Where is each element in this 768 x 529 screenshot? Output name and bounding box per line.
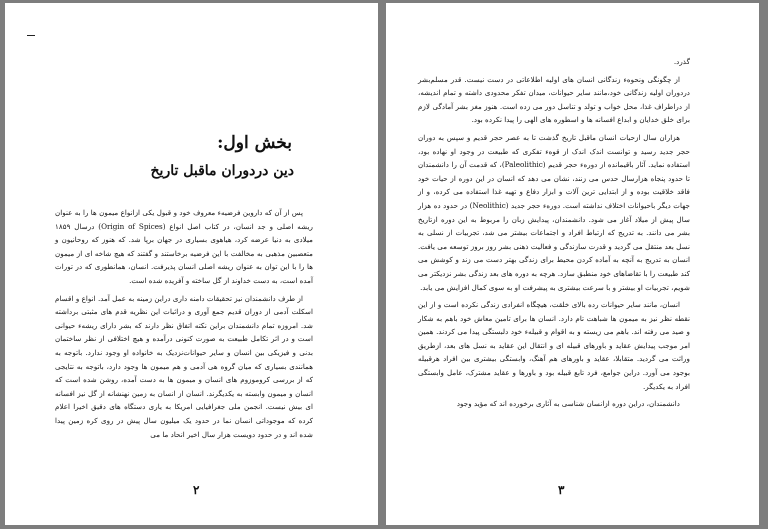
paragraph: دانشمندان، دراین دوره ازانسان شناسی به آثاری برخورده اند که مؤید وجود bbox=[456, 399, 680, 409]
paragraph: گذرد. bbox=[673, 57, 690, 66]
paragraph: هزاران سال ازحیات انسان ماقبل تاریخ گذشت تا به عصر حجر قدیم و سپس به دوران حجر جدید رسید و توانست اندک اندک از قوه‌ء تفکری که طبیعت در وجود او نهاده بود، استفاده نماید. آثار باقیمانده از دوره‌ء حجر قدیم (Paleolithic)، که قدمت آن را دانشمندان تا حدود پنجاه هزارسال حدس می زنند، نشان می دهد که انسان در این دوره از حیات خود فاقد خلاقیت بوده و از ابتدایی ترین آلات و ابزار دفاع و تهیه غذا استفاده می کرده، و از جهات دیگر باحیوانات اختلاف نداشته است. دوره‌ء حجر جدید (Neolithic) در حدود ده هزار سال پیش از میلاد آغاز می شود. دانشمندان، پیدایش زبان را مربوط به این دوره ازتاریخ بشر می دانند. به تدریج که ارتباط افراد و اجتماعات بیشتر می شد، تجربیات از نسلی به نسل بعد منتقل می گردید و قدرت سازندگی و فعالیت ذهنی بشر روز بروز توسعه می یافت. انسان به تدریج به آنچه به آماده کردن محیط برای زندگی بهتر دست می زند و کوشش می کند طبیعت را با تقاضاهای خود منطبق سازد. هرچه به دوره های بعد زندگی بشر نزدیکتر می شویم، تجربیات او بیشتر و با سرعت بیشتری به پیشرفت او به سوی کمال افزایش می یابد. bbox=[418, 132, 690, 292]
right-page bbox=[386, 3, 759, 525]
page-number: ۳ bbox=[558, 483, 565, 497]
paragraph: انسان، مانند سایر حیوانات رده بالای خلقت، هیچگاه انفرادی زندگی نکرده است و از این نقطه نظر نیز به میمون ها شباهت تام دارد. انسان ها برای تامین معاش خود باهم به شکار و صید می رفته اند. باهم می زیسته و به اقوام و قبیله‌ء خود دلبستگی پیدا می کردند. همین امر موجب پیدایش عقاید و باورهای قبیله ای و انتقال این عقاید به نسل های بعد، ازطریق وراثت می گردید. متقابلا، عقاید و باورهای هم آهنگ، وابستگی بیشتری بین افراد هرقبیله بوجود می آورد. دراین جوامع، فرد تابع قبیله بود و باورها و عقاید مشترک، عامل وابستگی افراد به یکدیگر. bbox=[418, 300, 690, 391]
left-page bbox=[5, 3, 378, 525]
corner-mark bbox=[27, 35, 35, 36]
page-number: ۲ bbox=[193, 483, 200, 497]
chapter-subtitle: دین دردوران ماقبل تاریخ bbox=[150, 163, 294, 179]
chapter-heading: بخش اول: bbox=[217, 133, 292, 153]
right-page-text bbox=[418, 55, 690, 415]
paragraph: از چگونگی ونحوه‌ء زندگانی انسان های اولیه اطلاعاتی در دست نیست. قدر مسلم‌بشر دردوران اولیه زندگانی خود،مانند سایر حیوانات، میدان تفکر محدودی داشته و تمام اندیشه، از دراطراف غذا، محل خواب و تولد و تناسل دور می زده است. هنوز مغز بشر آمادگی لازم برای خلق خدایان و ابداع افسانه ها و اسطوره های الهی را پیدا نکرده بود. bbox=[418, 74, 690, 125]
paragraph: پس از آن که داروین فرضیه‌ء معروف خود و قبول یکی ازانواع میمون ها را به عنوان ریشه اصلی و جد انسان، در کتاب اصل انواع (Origin of Spices) درسال ۱۸۵۹ میلادی به دنیا عرضه کرد، هیاهوی بسیاری در جهان برپا شد. که هنوز که روحانیون و متعصبین مذهبی به مخالفت با این فرضیه برخاستند و گفتند که هیچ شاخه ای از میمون ها را با این توان به عنوان ریشه اصلی انسان پذیرفت. انسان، همانطوری که در تورات آمده است، به دست خداوند از گل ساخته و آفریده شده است. bbox=[55, 208, 313, 285]
left-page-text bbox=[55, 206, 313, 445]
paragraph: از طرف دانشمندان نیز تحقیقات دامنه داری دراین زمینه به عمل آمد. انواع و اقسام اسکلت آدمی از دوران قدیم جمع آوری و دراثبات این نظریه قدم های مثبتی برداشته شد. امروزه تمام دانشمندان براین نکته اتفاق نظر دارند که بشر دارای ریشه‌ء حیوانی است و در اثر تکامل طبیعت به صورت کنونی درآمده و هیچ اختلافی از نظر ساختمان بدنی و فیزیکی بین انسان و سایر حیوانات‌نزدیک به خانواده او وجود ندارد. باتوجه به همانندی بسیاری که میان گروه هی آدمی و هم میمون ها وجود دارد، باتوجه به نتایجی که از بررسی کروموزوم های انسان و میمون ها به دست آمده، روشن شده است که انسان و میمون وابسته به یکدیگرند. انسان از انسان به زمین نهنشانه از گل نیز افسانه ای بیش نیست. انجمن ملی جغرافیایی امریکا به یاری دستگاه های دقیق اخیرا اعلام کرده که موجوداتی انسان نما در حدود یک میلیون سال پیش در روی کره زمین پیدا شده اند و در حدود دویست هزار سال اخیر انحاد ما می bbox=[55, 293, 313, 439]
